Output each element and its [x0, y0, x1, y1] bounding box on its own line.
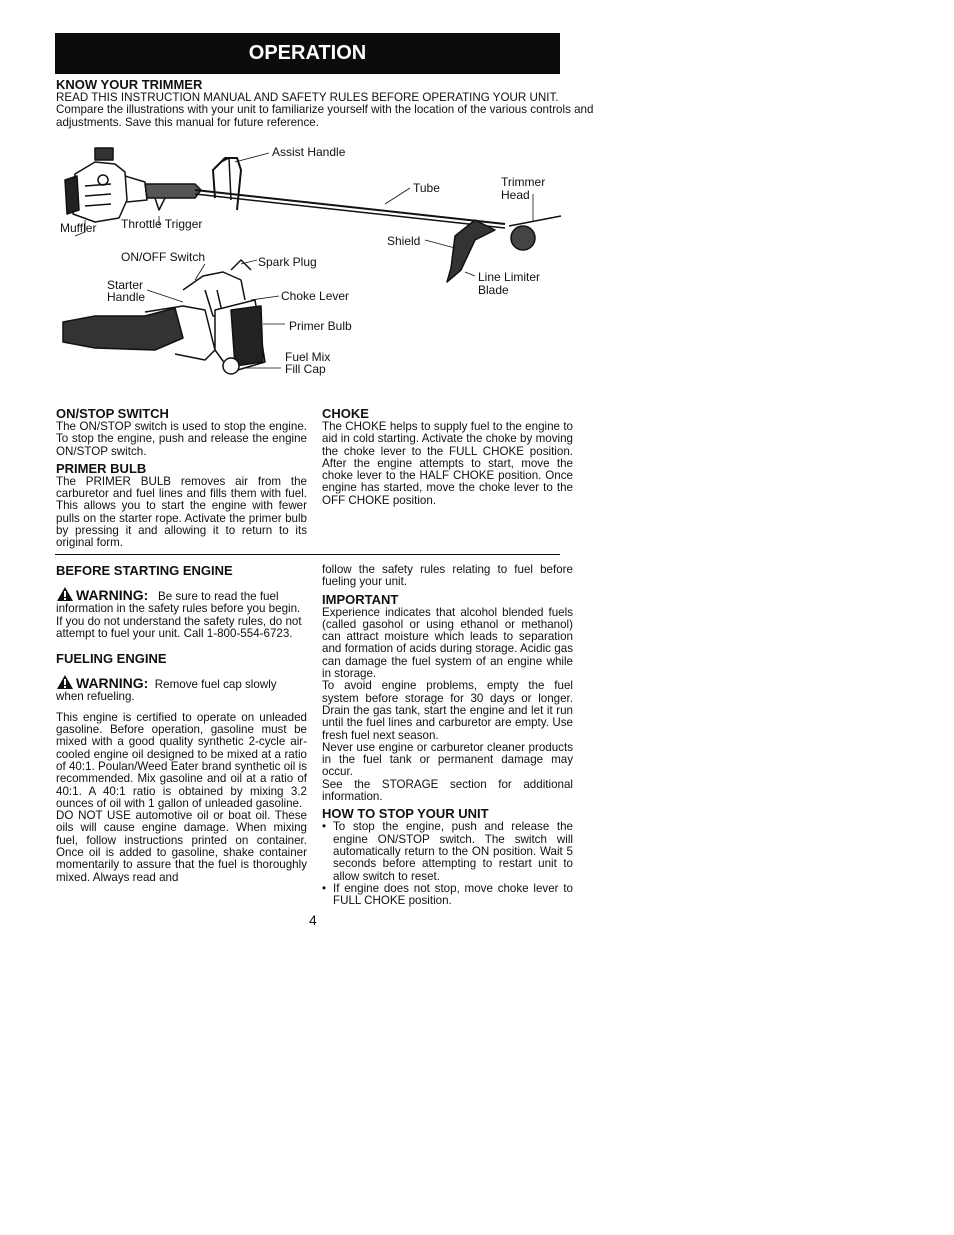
list-item: • To stop the engine, push and release the engine ON/STOP switch. The switch will automatically return to the ON position. Wait 5 seconds before attempting to restart unit to allow switch to reset. [322, 821, 573, 882]
onstop-text: The ON/STOP switch is used to stop the engine. To stop the engine, push and release the engine ON/STOP switch. [56, 420, 307, 458]
label-line-limiter-2: Blade [478, 283, 509, 297]
intro-line1: READ THIS INSTRUCTION MANUAL AND SAFETY RULES BEFORE OPERATING YOUR UNIT. [56, 91, 559, 104]
fueling-para2: DO NOT USE automotive oil or boat oil. These oils will cause engine damage. When mixing fuel, follow instructions printed on container. Once oil is added to gasoline, shake container momentarily to assure that the fuel is thoroughly mixed. Always read and [56, 809, 307, 884]
warning-icon [56, 586, 74, 602]
onstop-heading: ON/STOP SWITCH [56, 406, 169, 421]
before-heading: BEFORE STARTING ENGINE [56, 563, 233, 578]
label-choke-lever: Choke Lever [281, 289, 350, 303]
important-para1: Experience indicates that alcohol blended fuels (called gasohol or using ethanol or methanol) can attract moisture which leads to separation and formation of acids during storage. Acidic gas can damage the fuel system of an engine while in storage. [322, 605, 573, 681]
choke-heading: CHOKE [322, 406, 369, 421]
label-primer-bulb: Primer Bulb [289, 319, 352, 333]
important-para3: Never use engine or carburetor cleaner products in the fuel tank or permanent damage may occur. [322, 740, 573, 779]
intro-section [56, 78, 596, 129]
engine-illustration [65, 148, 147, 222]
fueling-warning-label: WARNING: [76, 675, 149, 692]
before-warning-text: Be sure to read the fuel information in the safety rules before you begin. If you do not understand the safety rules, do not attempt to fuel your unit. Call 1-800-554-6723. [56, 590, 302, 640]
label-trimmer-head-2: Head [501, 188, 530, 202]
fueling-para2-cont: follow the safety rules relating to fuel before fueling your unit. [322, 563, 573, 589]
label-fuel-mix-2: Fill Cap [285, 362, 326, 376]
stop-heading: HOW TO STOP YOUR UNIT [322, 806, 489, 822]
label-starter-handle-2: Handle [107, 290, 146, 304]
important-para2: To avoid engine problems, empty the fuel system before storage for 30 days or longer. Drain the gas tank, start the engine and let it run until the fuel lines and carburetor are empty. Use fresh fuel next season. [322, 679, 573, 742]
before-warning [56, 586, 307, 640]
label-starter-handle-1: Starter [107, 278, 144, 292]
fueling-warning-text: Remove fuel cap slowly when refueling. [56, 678, 277, 704]
choke-column [322, 407, 573, 507]
section-banner [55, 33, 560, 74]
intro-heading: KNOW YOUR TRIMMER [56, 77, 203, 92]
label-assist-handle: Assist Handle [272, 145, 346, 159]
choke-text: The CHOKE helps to supply fuel to the engine to aid in cold starting. Activate the choke by moving the choke lever to the FULL CHOKE position. After the engine attempts to start, move the choke lever to the HALF CHOKE position. Once engine has started, move the choke lever to the OFF CHOKE position. [322, 420, 573, 507]
list-item: • If engine does not stop, move choke lever to FULL CHOKE position. [322, 883, 573, 908]
stop-list [322, 821, 573, 907]
primer-heading: PRIMER BULB [56, 460, 147, 476]
fueling-warning [56, 674, 307, 704]
label-throttle-trigger: Throttle Trigger [121, 217, 203, 231]
important-heading: IMPORTANT [322, 591, 399, 607]
label-trimmer-head-1: Trimmer [501, 175, 546, 189]
onstop-primer-column [56, 407, 307, 550]
page-number: 4 [309, 912, 317, 928]
important-column [322, 564, 573, 907]
intro-line2: Compare the illustrations with your unit to familiarize yourself with the location of the various controls and adjustments. Save this manual for future reference. [56, 103, 594, 129]
warning-icon [56, 674, 74, 690]
label-line-limiter-1: Line Limiter [478, 270, 541, 284]
important-para4: See the STORAGE section for additional information. [322, 777, 573, 804]
label-tube: Tube [413, 181, 440, 195]
section-divider [55, 554, 560, 555]
before-warning-label: WARNING: [76, 587, 149, 603]
fueling-heading: FUELING ENGINE [56, 651, 167, 667]
label-fuel-mix-1: Fuel Mix [285, 350, 331, 364]
label-spark-plug: Spark Plug [258, 255, 317, 269]
label-shield: Shield [387, 234, 421, 248]
page-title: OPERATION [248, 42, 367, 64]
label-on-off-switch: ON/OFF Switch [121, 250, 206, 264]
fuel-column [56, 564, 307, 884]
primer-text: The PRIMER BULB removes air from the carburetor and fuel lines and fills them with fuel. This allows you to start the engine with fewer pulls on the starter rope. Activate the primer bulb by pressing it and allowing it to return to its original form. [56, 474, 307, 550]
fueling-para1: This engine is certified to operate on unleaded gasoline. Before operation, gasoline must be mixed with a good quality synthetic 2-cycle air-cooled engine oil designed to be mixed at a ratio of 40:1. Poulan/Weed Eater brand synthetic oil is recommended. Mix gasoline and oil at a ratio of 40:1. A 40:1 ratio is obtained by mixing 3.2 ounces of oil with 1 gallon of unleaded gasoline. [56, 710, 307, 810]
label-muffler: Muffler [60, 221, 97, 235]
